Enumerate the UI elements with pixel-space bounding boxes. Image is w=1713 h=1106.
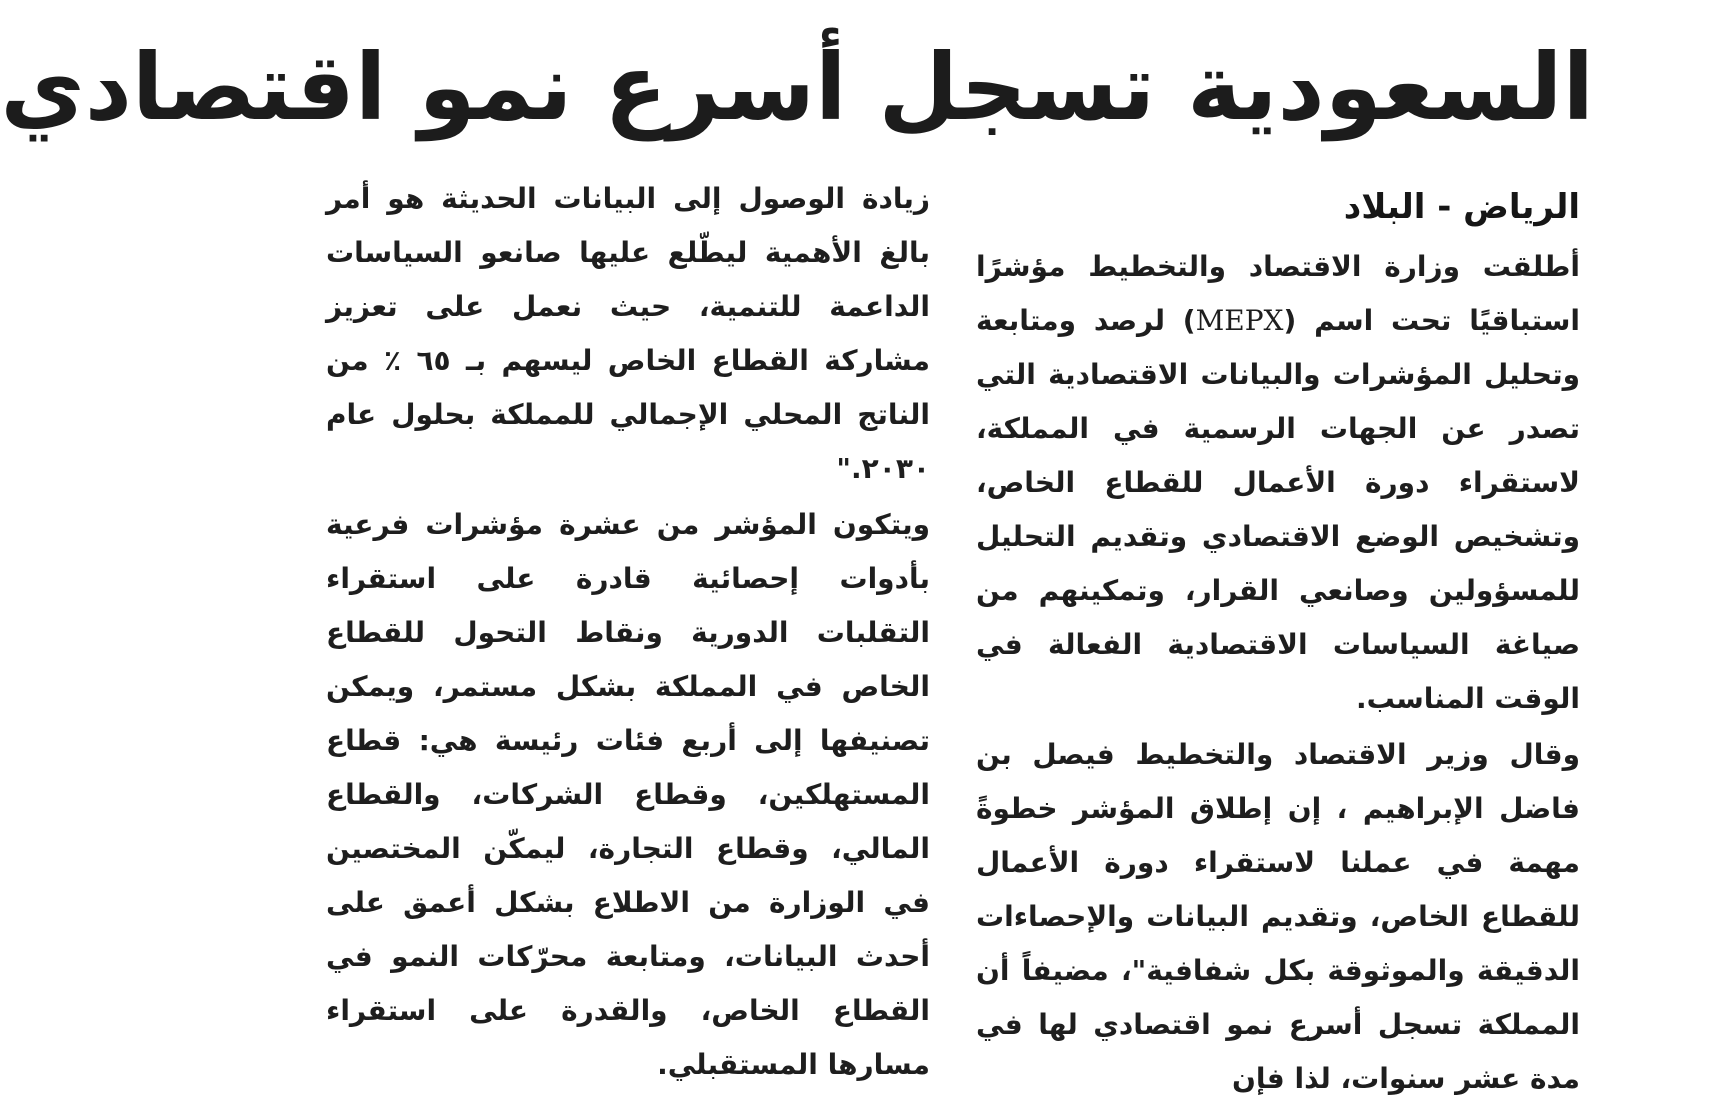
paragraph-1-text-end: ) لرصد ومتابعة وتحليل المؤشرات والبيانات الاقتصادية التي تصدر عن الجهات الرسمية في المملكة، لاستقراء دورة الأعمال للقطاع الخاص، وتشخيص الوضع الاقتصادي وتقديم التحليل للمسؤولين وصانعي القرار، وتمكينهم من صياغة السياسات الاقتصادية الفعالة في الوقت المناسب. xyxy=(976,304,1580,715)
article-paragraph-1 xyxy=(976,240,1580,726)
article-paragraph-2: وقال وزير الاقتصاد والتخطيط فيصل بن فاضل الإبراهيم ، إن إطلاق المؤشر خطوةً مهمة في عملنا لاستقراء دورة الأعمال للقطاع الخاص، وتقديم البيانات والإحصاءات الدقيقة والموثوقة بكل شفافية"، مضيفاً أن المملكة تسجل أسرع نمو اقتصادي لها في مدة عشر سنوات، لذا فإن xyxy=(976,738,1580,1095)
article-column-left xyxy=(326,172,930,1081)
article-column-right xyxy=(976,178,1581,1095)
paragraph-1-text-start: أطلقت وزارة الاقتصاد والتخطيط مؤشرًا استباقيًا تحت اسم ( xyxy=(976,250,1581,337)
article-paragraph-4: ويتكون المؤشر من عشرة مؤشرات فرعية بأدوات إحصائية قادرة على استقراء التقلبات الدورية ونقاط التحول للقطاع الخاص في المملكة بشكل مستمر، ويمكن تصنيفها إلى أربع فئات رئيسة هي: قطاع المستهلكين، وقطاع الشركات، والقطاع المالي، وقطاع التجارة، ليمكّن المختصين في الوزارة من الاطلاع بشكل أعمق على أحدث البيانات، ومتابعة محرّكات النمو في القطاع الخاص، والقدرة على استقراء مسارها المستقبلي. xyxy=(326,508,930,1081)
article-byline: الرياض - البلاد xyxy=(1343,187,1580,227)
index-code: MEPX xyxy=(1195,304,1284,337)
article-headline: السعودية تسجل أسرع نمو اقتصادي xyxy=(0,34,1594,141)
article-paragraph-3: زيادة الوصول إلى البيانات الحديثة هو أمر بالغ الأهمية ليطّلع عليها صانعو السياسات الداعمة للتنمية، حيث نعمل على تعزيز مشاركة القطاع الخاص ليسهم بـ ٦٥ ٪ من الناتج المحلي الإجمالي للمملكة بحلول عام ٢٠٣٠." xyxy=(326,182,930,485)
